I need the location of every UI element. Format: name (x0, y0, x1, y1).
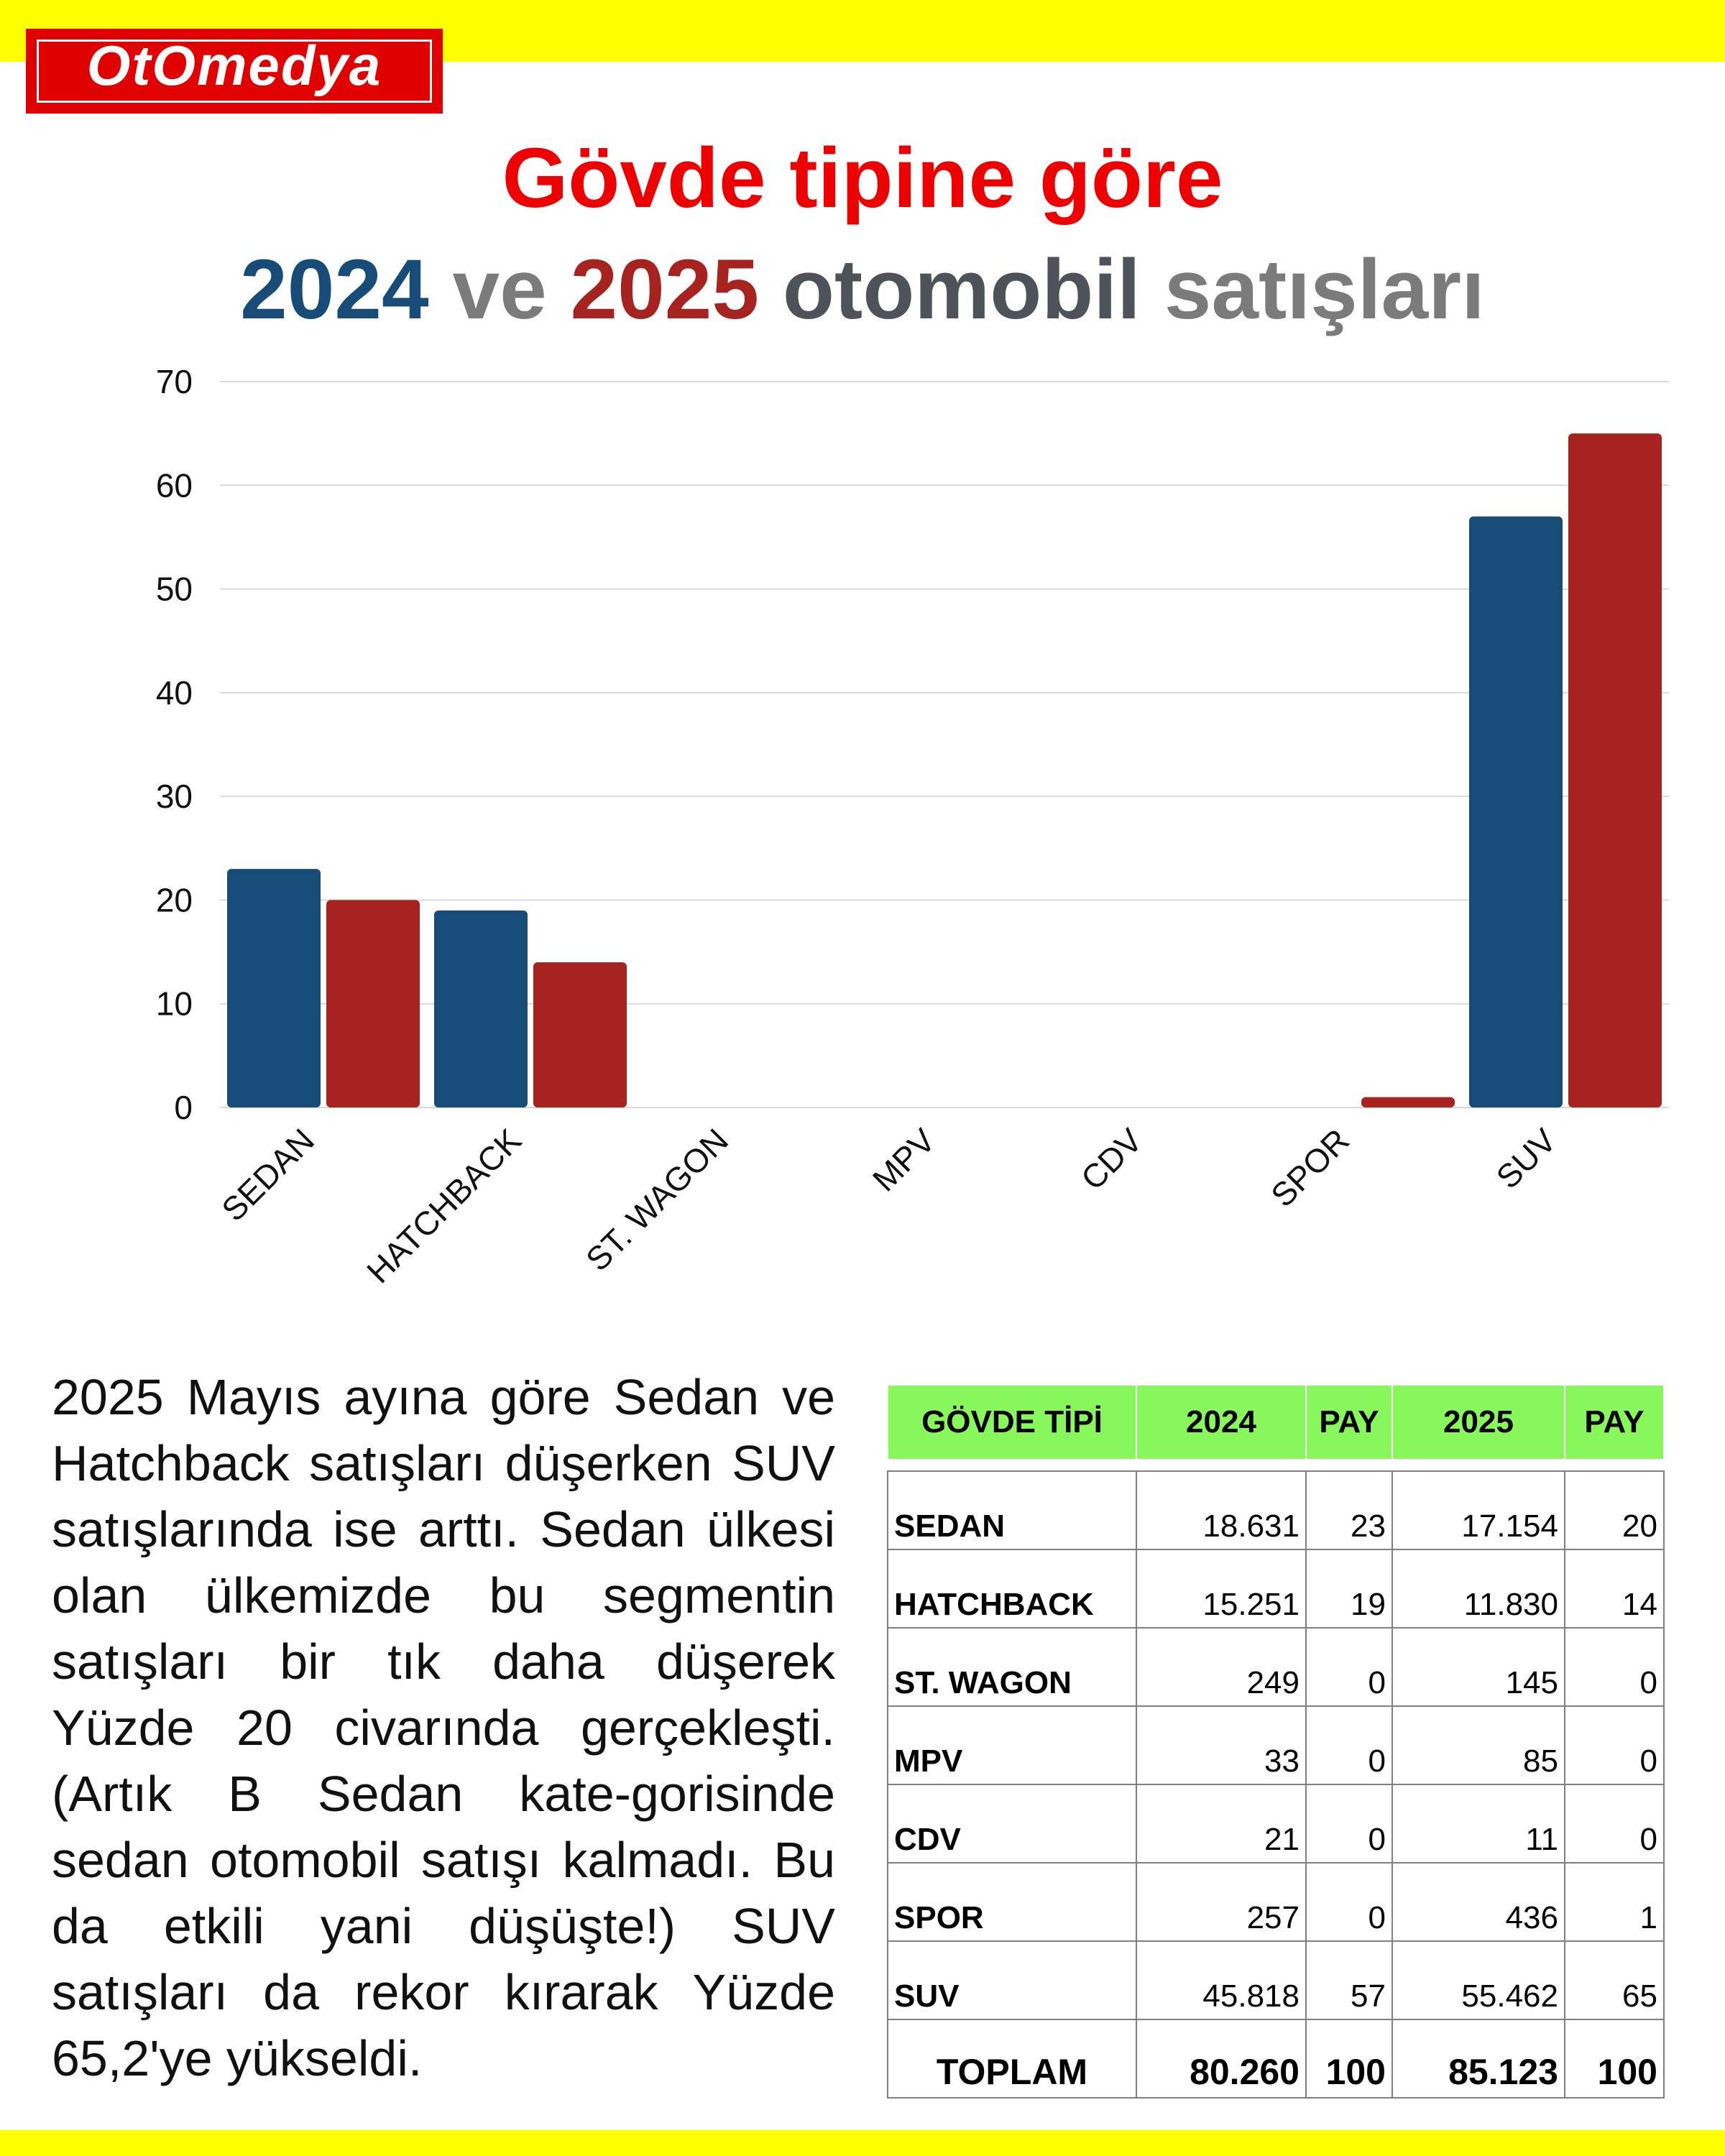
y-tick-label: 20 (155, 881, 193, 919)
cell-share-2025: 1 (1565, 1863, 1664, 1941)
table-row (888, 1549, 1664, 1628)
title-line-1: Gövde tipine göre (502, 131, 1223, 226)
y-tick-label: 30 (155, 778, 193, 816)
cell-share-2024: 19 (1306, 1549, 1392, 1628)
cell-2024: 257 (1136, 1863, 1306, 1941)
body-paragraph: 2025 Mayıs ayına göre Sedan ve Hatchback satışları düşerken SUV satışlarında ise arttı. Sedan ülkesi olan ülkemizde bu segmentin satışları bir tık daha düşerek Yüzde 20 civarında gerçekleşti. (Artık B Sedan kate-gorisinde sedan otomobil satışı kalmadı. Bu da etkili yani düşüşte!) SUV satışları da rekor kırarak Yüzde 65,2'ye yükseldi. (52, 1369, 835, 2086)
cell-share-2025: 0 (1565, 1706, 1664, 1784)
cell-share-2024: 0 (1306, 1784, 1392, 1863)
header-body-type: GÖVDE TİPİ (888, 1385, 1136, 1460)
cell-2024: 15.251 (1136, 1549, 1306, 1628)
bar-2024-suv (1469, 517, 1563, 1107)
header-share-2024: PAY (1306, 1385, 1392, 1460)
cell-2024: 249 (1136, 1628, 1306, 1706)
table-row (888, 1863, 1664, 1941)
title-year-2025: 2025 (570, 242, 760, 337)
brand-logo[interactable] (26, 29, 443, 114)
cell-share-2025: 0 (1565, 1784, 1664, 1863)
table-row (888, 1706, 1664, 1784)
cell-2024: 18.631 (1136, 1471, 1306, 1549)
x-tick-label: ST. WAGON (578, 1121, 736, 1279)
total-2025: 85.123 (1392, 2019, 1565, 2098)
cell-share-2024: 0 (1306, 1706, 1392, 1784)
y-tick-label: 70 (155, 363, 193, 400)
cell-2025: 145 (1392, 1628, 1565, 1706)
cell-2025: 436 (1392, 1863, 1565, 1941)
table-row (888, 1784, 1664, 1863)
y-tick-label: 0 (174, 1089, 193, 1126)
table-spacer (888, 1460, 1664, 1471)
cell-type: SEDAN (888, 1471, 1136, 1549)
table-row (888, 1941, 1664, 2019)
cell-type: MPV (888, 1706, 1136, 1784)
bottom-yellow-band (0, 2130, 1725, 2156)
y-tick-label: 10 (155, 985, 193, 1023)
chart-bars (227, 433, 1662, 1107)
logo-text: OtOmedya (86, 34, 382, 97)
total-share-2025: 100 (1565, 2019, 1664, 2098)
total-2024: 80.260 (1136, 2019, 1306, 2098)
bar-chart (0, 345, 1725, 1351)
title-word-otomobil: otomobil (782, 242, 1141, 337)
bar-2025-suv (1568, 433, 1662, 1107)
title-word-satislari: satışları (1164, 242, 1485, 337)
cell-type: CDV (888, 1784, 1136, 1863)
title-year-2024: 2024 (240, 242, 429, 337)
cell-share-2024: 57 (1306, 1941, 1392, 2019)
x-tick-label: SUV (1489, 1121, 1564, 1196)
cell-2024: 33 (1136, 1706, 1306, 1784)
cell-type: ST. WAGON (888, 1628, 1136, 1706)
cell-2025: 11.830 (1392, 1549, 1565, 1628)
title-word-ve: ve (452, 242, 547, 337)
bar-2025-hatchback (533, 962, 627, 1107)
x-tick-label: SEDAN (214, 1121, 322, 1229)
y-tick-label: 40 (155, 673, 193, 711)
cell-2025: 11 (1392, 1784, 1565, 1863)
x-tick-label: CDV (1073, 1121, 1150, 1197)
x-tick-label: SPOR (1264, 1121, 1357, 1215)
header-2024: 2024 (1136, 1385, 1306, 1460)
table-total-row (888, 2019, 1664, 2098)
cell-2024: 45.818 (1136, 1941, 1306, 2019)
chart-y-ticks (156, 363, 193, 1126)
y-tick-label: 50 (155, 570, 193, 608)
header-2025: 2025 (1392, 1385, 1565, 1460)
cell-share-2024: 23 (1306, 1471, 1392, 1549)
cell-2025: 85 (1392, 1706, 1565, 1784)
x-tick-label: HATCHBACK (359, 1121, 529, 1291)
cell-2025: 17.154 (1392, 1471, 1565, 1549)
sales-table (887, 1384, 1665, 2099)
cell-share-2024: 0 (1306, 1628, 1392, 1706)
y-tick-label: 60 (155, 466, 193, 505)
title-line-2 (0, 239, 1725, 340)
x-tick-label: MPV (865, 1121, 943, 1199)
header-share-2025: PAY (1565, 1385, 1664, 1460)
total-label: TOPLAM (888, 2019, 1136, 2098)
cell-type: SUV (888, 1941, 1136, 2019)
table-row (888, 1471, 1664, 1549)
table-header-row (888, 1385, 1664, 1460)
cell-type: SPOR (888, 1863, 1136, 1941)
total-share-2024: 100 (1306, 2019, 1392, 2098)
bar-2024-hatchback (434, 911, 528, 1107)
chart-x-ticks (214, 1121, 1563, 1290)
cell-2024: 21 (1136, 1784, 1306, 1863)
cell-share-2024: 0 (1306, 1863, 1392, 1941)
cell-type: HATCHBACK (888, 1549, 1136, 1628)
bar-2025-sedan (326, 900, 420, 1107)
table-row (888, 1628, 1664, 1706)
cell-share-2025: 0 (1565, 1628, 1664, 1706)
cell-share-2025: 14 (1565, 1549, 1664, 1628)
bar-2024-sedan (227, 869, 321, 1107)
cell-share-2025: 65 (1565, 1941, 1664, 2019)
cell-share-2025: 20 (1565, 1471, 1664, 1549)
bar-2025-spor (1361, 1097, 1455, 1107)
cell-2025: 55.462 (1392, 1941, 1565, 2019)
